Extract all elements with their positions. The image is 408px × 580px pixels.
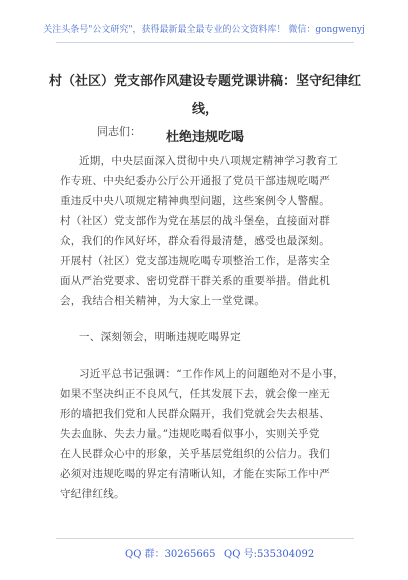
paragraph-line: 会，我结合相关精神，为大家上一堂党课。	[60, 295, 266, 307]
title-line-1: 村（社区）党支部作风建设专题党课讲稿：坚守纪律红线，	[48, 74, 361, 117]
footer-qq-group: QQ 群：30265665	[125, 549, 216, 560]
paragraph-line: 习近平总书记强调：“工作作风上的问题绝对不是小事，	[79, 368, 344, 380]
paragraph-line: 作专班、中央纪委办公厅公开通报了党员干部违规吃喝严	[60, 175, 330, 187]
header-divider	[56, 42, 354, 43]
paragraph-line: 众，我们的作风好坏，群众看得最清楚，感受也最深刻。	[60, 235, 330, 247]
paragraph-line: 近期，中央层面深入贯彻中央八项规定精神学习教育工	[79, 155, 339, 167]
paragraph-line: 在人民群众心中的形象，关乎基层党组织的公信力。我们	[60, 448, 330, 460]
title-line-2: 杜绝违规吃喝	[165, 130, 244, 145]
footer-divider	[56, 538, 354, 539]
paragraph-line: 村（社区）党支部作为党在基层的战斗堡垒，直接面对群	[60, 215, 330, 227]
page-header: 关注头条号"公文研究"，获得最新最全最专业的公文资料库！ 微信：gongwenyj	[43, 25, 365, 35]
paragraph-line: 重违反中央八项规定精神典型问题，这些案例令人警醒。	[60, 195, 330, 207]
paragraph-line: 开展村（社区）党支部违规吃喝专项整治工作，是落实全	[60, 255, 330, 267]
paragraph-line: 面从严治党要求、密切党群干群关系的重要举措。借此机	[60, 275, 330, 287]
paragraph-line: 形的墙把我们党和人民群众隔开，我们党就会失去根基、	[60, 408, 330, 420]
section-heading: 一、深刻领会，明晰违规吃喝界定	[79, 331, 241, 343]
footer-qq-number: QQ 号:535304092	[224, 549, 315, 560]
paragraph-line: 守纪律红线。	[60, 488, 125, 500]
paragraph-line: 失去血脉、失去力量。”违规吃喝看似事小，实则关乎党	[60, 428, 320, 440]
paragraph-line: 必须对违规吃喝的界定有清晰认知，才能在实际工作中严	[60, 468, 330, 480]
paragraph-line: 如果不坚决纠正不良风气，任其发展下去，就会像一座无	[60, 388, 330, 400]
salutation: 同志们：	[97, 125, 141, 138]
document-title	[40, 68, 370, 152]
